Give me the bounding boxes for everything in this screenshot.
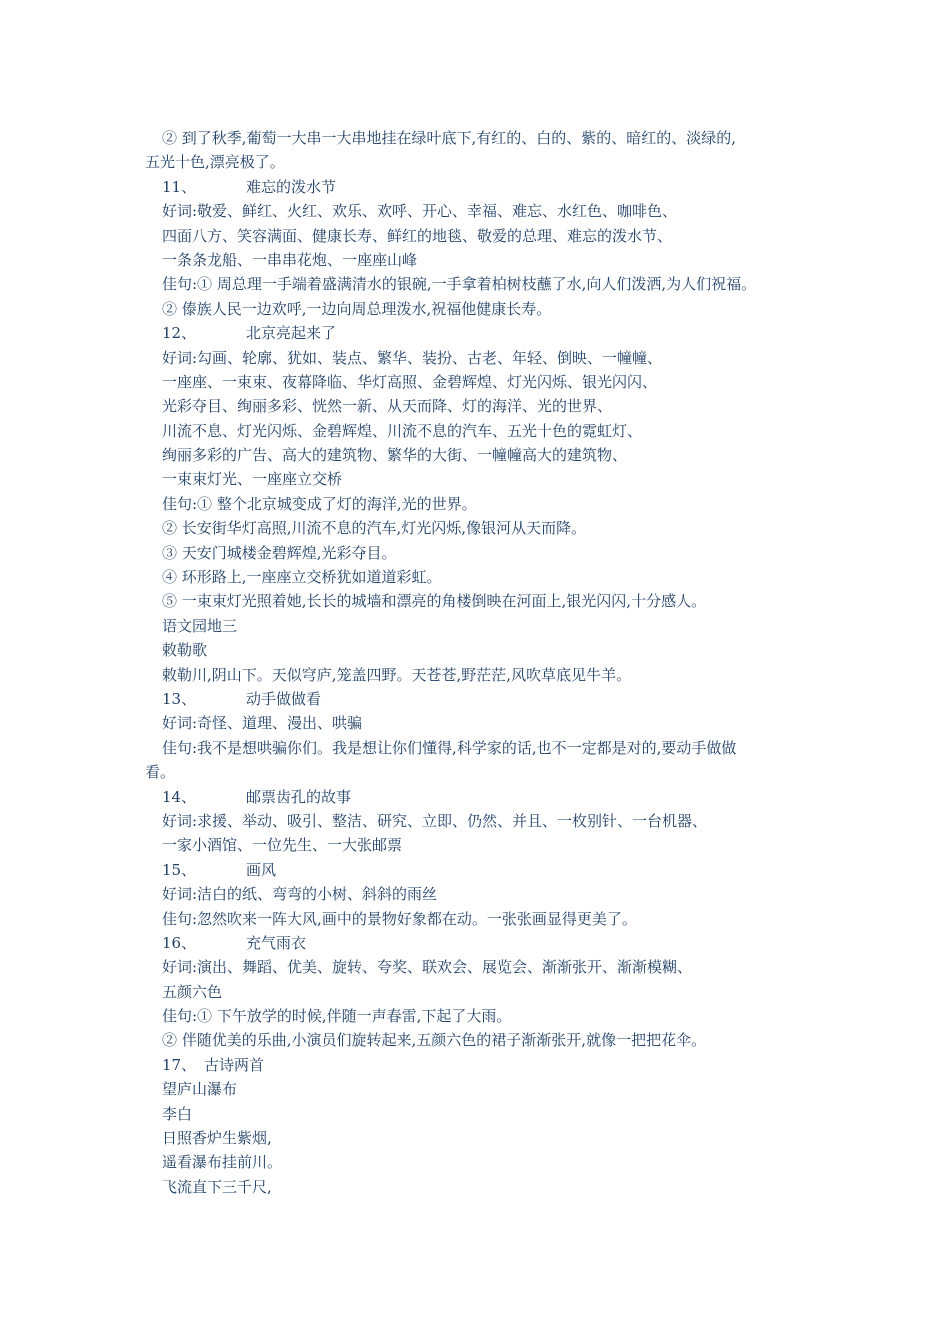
text-line: 一家小酒馆、一位先生、一大张邮票 <box>162 836 403 855</box>
text-line: 好词:求援、举动、吸引、整洁、研究、立即、仍然、并且、一枚别针、一台机器、 <box>162 811 708 830</box>
lesson-number: 16、 <box>162 933 197 952</box>
poem-line: 遥看瀑布挂前川。 <box>162 1153 283 1172</box>
lesson-number: 14、 <box>162 787 197 806</box>
lesson-heading <box>0 175 950 199</box>
text-line: 好词:演出、舞蹈、优美、旋转、夸奖、联欢会、展览会、渐渐张开、渐渐模糊、 <box>162 958 693 977</box>
poem-title: 敕勒歌 <box>162 641 208 660</box>
lesson-title: 画风 <box>246 860 277 879</box>
text-line: 好词:勾画、轮廓、犹如、装点、繁华、装扮、古老、年轻、倒映、一幢幢、 <box>162 348 663 367</box>
text-line: 光彩夺目、绚丽多彩、恍然一新、从天而降、灯的海洋、光的世界、 <box>162 397 613 416</box>
text-line: ② 傣族人民一边欢呼,一边向周总理泼水,祝福他健康长寿。 <box>162 299 552 318</box>
poem-line: 飞流直下三千尺, <box>162 1177 272 1196</box>
document-body <box>0 126 950 1199</box>
lesson-heading <box>0 858 950 882</box>
lesson-number: 12、 <box>162 324 197 343</box>
poem-title: 望庐山瀑布 <box>162 1080 238 1099</box>
lesson-title: 邮票齿孔的故事 <box>246 787 352 806</box>
text-line: ② 长安街华灯高照,川流不息的汽车,灯光闪烁,像银河从天而降。 <box>162 519 587 538</box>
text-line: 佳句:① 整个北京城变成了灯的海洋,光的世界。 <box>162 494 477 513</box>
text-line: 一座座、一束束、夜幕降临、华灯高照、金碧辉煌、灯光闪烁、银光闪闪、 <box>162 372 658 391</box>
text-line: 五颜六色 <box>162 982 223 1001</box>
lesson-title: 难忘的泼水节 <box>246 177 337 196</box>
lesson-number: 15、 <box>162 860 197 879</box>
text-line: 川流不息、灯光闪烁、金碧辉煌、川流不息的汽车、五光十色的霓虹灯、 <box>162 421 643 440</box>
text-line: 好词:洁白的纸、弯弯的小树、斜斜的雨丝 <box>162 885 438 904</box>
text-line: ③ 天安门城楼金碧辉煌,光彩夺目。 <box>162 543 397 562</box>
text-line: 一条条龙船、一串串花炮、一座座山峰 <box>162 250 418 269</box>
text-line: 五光十色,漂亮极了。 <box>145 153 285 172</box>
text-line: 一束束灯光、一座座立交桥 <box>162 470 343 489</box>
text-line: 佳句:我不是想哄骗你们。我是想让你们懂得,科学家的话,也不一定都是对的,要动手做做 <box>162 738 737 757</box>
text-line: ⑤ 一束束灯光照着她,长长的城墙和漂亮的角楼倒映在河面上,银光闪闪,十分感人。 <box>162 592 707 611</box>
poem-author: 李白 <box>162 1104 193 1123</box>
text-line: 四面八方、笑容满面、健康长寿、鲜红的地毯、敬爱的总理、难忘的泼水节、 <box>162 226 673 245</box>
lesson-title: 古诗两首 <box>204 1055 265 1074</box>
text-line: ④ 环形路上,一座座立交桥犹如道道彩虹。 <box>162 568 442 587</box>
section-heading: 语文园地三 <box>162 616 238 635</box>
lesson-title: 动手做做看 <box>246 689 322 708</box>
text-line: ② 伴随优美的乐曲,小演员们旋转起来,五颜六色的裙子渐渐张开,就像一把把花伞。 <box>162 1031 707 1050</box>
lesson-number: 13、 <box>162 689 197 708</box>
text-line: 佳句:① 周总理一手端着盛满清水的银碗,一手拿着柏树枝蘸了水,向人们泼洒,为人们祝福。 <box>162 275 757 294</box>
lesson-heading <box>0 687 950 711</box>
text-line: 佳句:忽然吹来一阵大风,画中的景物好象都在动。一张张画显得更美了。 <box>162 909 637 928</box>
text-line: ② 到了秋季,葡萄一大串一大串地挂在绿叶底下,有红的、白的、紫的、暗红的、淡绿的, <box>162 129 737 147</box>
lesson-number: 11、 <box>162 177 197 196</box>
lesson-heading <box>0 1053 950 1077</box>
poem-line: 日照香炉生紫烟, <box>162 1129 272 1148</box>
text-line: 好词:敬爱、鲜红、火红、欢乐、欢呼、开心、幸福、难忘、水红色、咖啡色、 <box>162 202 678 221</box>
lesson-title: 北京亮起来了 <box>246 324 337 343</box>
lesson-heading <box>0 785 950 809</box>
text-line: 好词:奇怪、道理、漫出、哄骗 <box>162 714 363 733</box>
text-line: 敕勒川,阴山下。天似穹庐,笼盖四野。天苍苍,野茫茫,风吹草底见牛羊。 <box>162 665 632 684</box>
lesson-number: 17、 <box>162 1055 197 1074</box>
lesson-title: 充气雨衣 <box>246 933 307 952</box>
lesson-heading <box>0 321 950 345</box>
text-line: 看。 <box>145 763 176 782</box>
text-line: 绚丽多彩的广告、高大的建筑物、繁华的大街、一幢幢高大的建筑物、 <box>162 446 628 465</box>
text-line: 佳句:① 下午放学的时候,伴随一声春雷,下起了大雨。 <box>162 1007 512 1026</box>
lesson-heading <box>0 931 950 955</box>
